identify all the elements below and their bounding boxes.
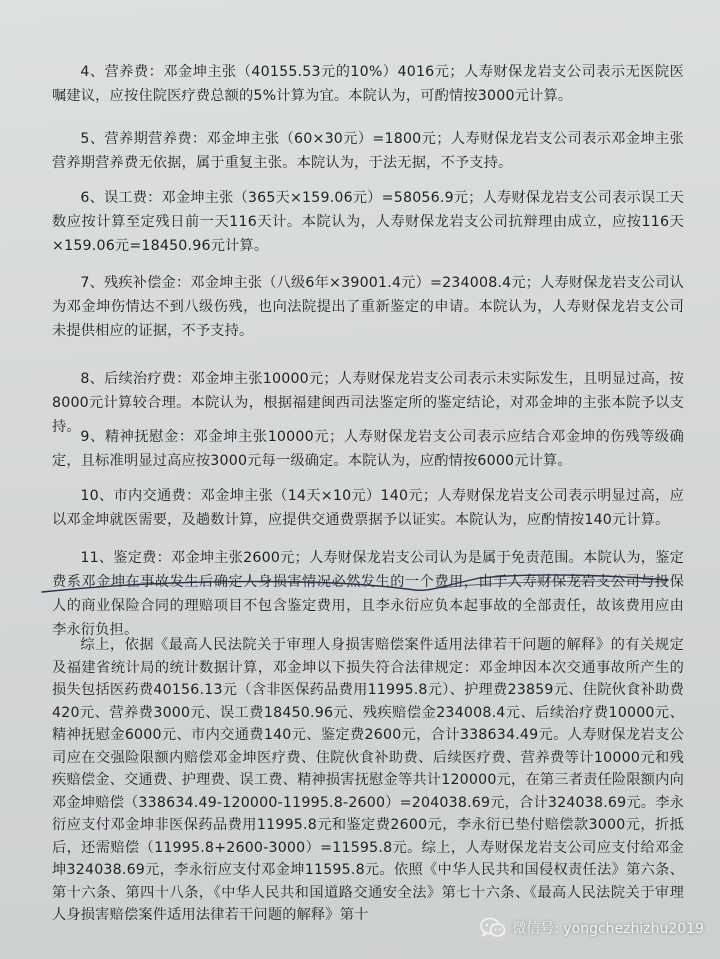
paragraph-conclusion: 综上，依据《最高人民法院关于审理人身损害赔偿案件适用法律若干问题的解释》的有关规定及福建省统计局的统计数据计算，邓金坤以下损失符合法律规定：邓金坤因本次交通事故所产生的损失包括医药费40156.13元（含非医保药品费用11995.8元）、护理费23859元、住院伙食补助费420元、营养费3000元、误工费18450.96元、残疾赔偿金234008.4元、后续治疗费10000元、精神抚慰金6000元、市内交通费140元、鉴定费2600元，合计338634.49元。人寿财保龙岩支公司应在交强险限额内赔偿邓金坤医疗费、住院伙食补助费、后续医疗费、营养费等计10000元和残疾赔偿金、交通费、护理费、误工费、精神损害抚慰金等共计120000元，在第三者责任险限额内向邓金坤赔偿（338634.49-120000-11995.8-2600）=204038.69元，合计324038.69元。李永衍应支付邓金坤非医保药品费用11995.8元和鉴定费2600元，李永衍已垫付赔偿款3000元，折抵后，还需赔偿（11995.8+2600-3000）=11595.8元。综上，人寿财保龙岩支公司应支付给邓金坤324038.69元，李永衍应支付邓金坤11595.8元。依照《中华人民共和国侵权责任法》第六条、第十六条、第四十八条，《中华人民共和国道路交通安全法》第七十六条、《最高人民法院关于审理人身损害赔偿案件适用法律若干问题的解释》第十 — [52, 637, 684, 923]
paragraph-lost-work-fee: 6、误工费：邓金坤主张（365天×159.06元）=58056.9元；人寿财保龙岩支公司表示误工天数应按计算至定残日前一天116天计。本院认为，人寿财保龙岩支公司抗辩理由成立，应按116天×159.06元=18450.96元计算。 — [52, 190, 685, 254]
paragraph-nutrition-fee: 4、营养费：邓金坤主张（40155.53元的10%）4016元；人寿财保龙岩支公司表示无医院医嘱建议，应按住院医疗费总额的5%计算为宜。本院认为，可酌情按3000元计算。 — [52, 64, 684, 104]
paragraph-disability-compensation: 7、残疾补偿金：邓金坤主张（八级6年×39001.4元）=234008.4元；人寿财保龙岩支公司认为邓金坤伤情达不到八级伤残，也向法院提出了重新鉴定的申请。本院认为，人寿财保龙岩支公司未提供相应的证据，不予支持。 — [52, 275, 685, 339]
paragraph-transport-fee: 10、市内交通费：邓金坤主张（14天×10元）140元；人寿财保龙岩支公司表示明显过高，应以邓金坤就医需要，及趟数计算，应提供交通费票据予以证实。本院认为，应酌情按140元计算。 — [52, 488, 684, 528]
wechat-icon — [480, 917, 506, 939]
paragraph-follow-up-treatment: 8、后续治疗费：邓金坤主张10000元；人寿财保龙岩支公司表示未实际发生，且明显过高，按8000元计算较合理。本院认为，根据福建闽西司法鉴定所的鉴定结论，对邓金坤的主张本院予以支持。 — [52, 371, 684, 435]
paragraph-nutrition-period-fee: 5、营养期营养费：邓金坤主张（60×30元）=1800元；人寿财保龙岩支公司表示邓金坤主张营养期营养费无依据，属于重复主张。本院认为，于法无据，不予支持。 — [52, 131, 684, 171]
handwritten-underline-mark — [40, 570, 670, 610]
wechat-watermark — [480, 917, 704, 939]
watermark-text: 微信号: yongchezhizhu2019 — [512, 921, 704, 937]
paragraph-appraisal-fee: 11、鉴定费：邓金坤主张2600元；人寿财保龙岩支公司认为是属于免责范围。本院认为，鉴定费系邓金坤在事故发生后确定人身损害情况必然发生的一个费用，由于人寿财保龙岩支公司与投保人的商业保险合同的理赔项目不包含鉴定费用，且李永衍应负本起事故的全部责任，故该费用应由李永衍负担。 — [52, 550, 684, 638]
paragraph-mental-solace: 9、精神抚慰金：邓金坤主张10000元；人寿财保龙岩支公司表示应结合邓金坤的伤残等级确定，且标准明显过高应按3000元每一级确定。本院认为，应酌情按6000元计算。 — [52, 429, 684, 469]
